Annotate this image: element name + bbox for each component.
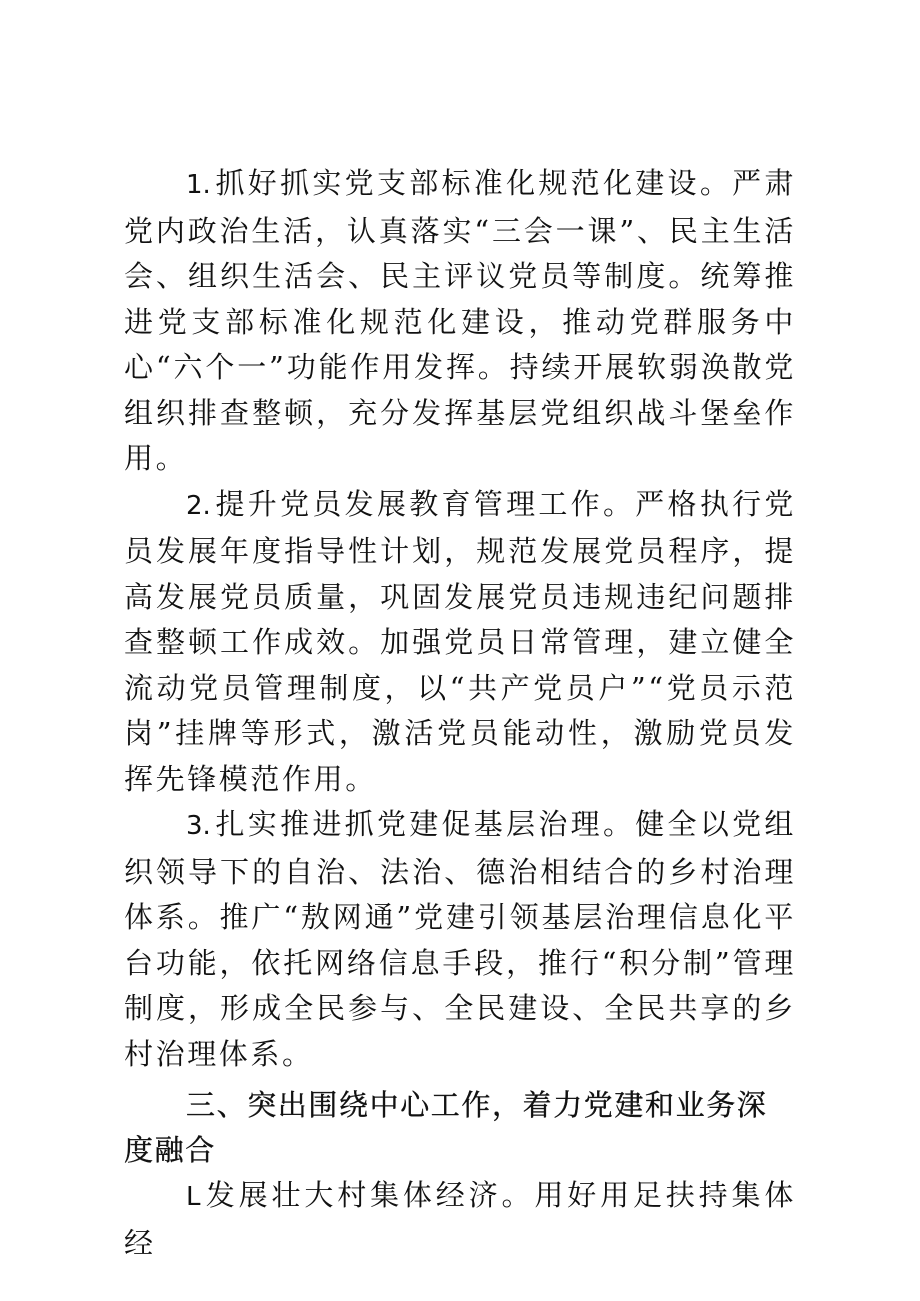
paragraph-text: 提升党员发展教育管理工作。严格执行党员发展年度指导性计划，规范发展党员程序，提高发展党员质量，巩固发展党员违规违纪问题排查整顿工作成效。加强党员日常管理，建立健全流动党员管理制度，以“共产党员户”“党员示范岗”挂牌等形式，激活党员能动性，激励党员发挥先锋模范作用。 — [124, 486, 796, 796]
paragraph-item-4 — [124, 1173, 796, 1266]
paragraph-item-2 — [124, 482, 796, 803]
paragraph-text: 扎实推进抓党建促基层治理。健全以党组织领导下的自治、法治、德治相结合的乡村治理体系。推广“敖网通”党建引领基层治理信息化平台功能，依托网络信息手段，推行“积分制”管理制度，形成全民参与、全民建设、全民共享的乡村治理体系。 — [124, 807, 796, 1071]
document-body — [124, 161, 796, 1266]
paragraph-text: 发展壮大村集体经济。用好用足扶持集体经 — [124, 1178, 796, 1260]
paragraph-item-3 — [124, 802, 796, 1077]
item-number: 2. — [186, 490, 211, 521]
paragraph-item-1 — [124, 161, 796, 482]
section-heading: 三、突出围绕中心工作，着力党建和业务深度融合 — [124, 1088, 768, 1167]
item-number: 3. — [186, 811, 211, 841]
paragraph-text: 抓好抓实党支部标准化规范化建设。严肃党内政治生活，认真落实“三会一课”、民主生活会、组织生活会、民主评议党员等制度。统筹推进党支部标准化规范化建设，推动党群服务中心“六个一”功能作用发挥。持续开展软弱涣散党组织排查整顿，充分发挥基层党组织战斗堡垒作用。 — [124, 166, 796, 475]
item-number: 1. — [186, 170, 211, 200]
item-number: L — [186, 1182, 201, 1212]
